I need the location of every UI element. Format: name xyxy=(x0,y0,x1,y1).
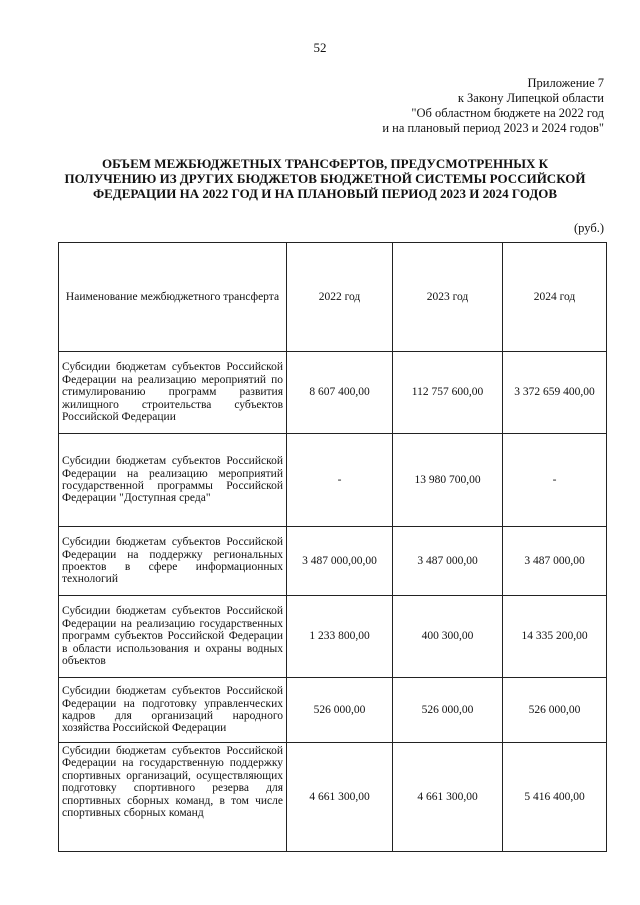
table-row xyxy=(59,527,607,596)
row-2024: 5 416 400,00 xyxy=(503,743,607,852)
row-name: Субсидии бюджетам субъектов Российской Федерации на поддержку региональных проектов в сфере информационных технологий xyxy=(59,527,287,596)
table-row xyxy=(59,743,607,852)
row-2024: 14 335 200,00 xyxy=(503,596,607,678)
row-name: Субсидии бюджетам субъектов Российской Федерации на реализацию мероприятий государственной программы Российской Федерации "Доступная среда" xyxy=(59,434,287,527)
row-2022: 526 000,00 xyxy=(287,678,393,743)
row-2023: 400 300,00 xyxy=(393,596,503,678)
row-2023: 526 000,00 xyxy=(393,678,503,743)
row-2022: 4 661 300,00 xyxy=(287,743,393,852)
row-2024: - xyxy=(503,434,607,527)
appendix-line-2: к Закону Липецкой области xyxy=(457,91,604,105)
row-2023: 13 980 700,00 xyxy=(393,434,503,527)
header-name: Наименование межбюджетного трансферта xyxy=(59,243,287,352)
appendix-line-3: "Об областном бюджете на 2022 год xyxy=(411,106,604,120)
row-2023: 112 757 600,00 xyxy=(393,352,503,434)
row-2022: 3 487 000,00,00 xyxy=(287,527,393,596)
row-2024: 3 372 659 400,00 xyxy=(503,352,607,434)
row-2022: - xyxy=(287,434,393,527)
table-header-row xyxy=(59,243,607,352)
row-name: Субсидии бюджетам субъектов Российской Федерации на подготовку управленческих кадров для организаций народного хозяйства Российской Федерации xyxy=(59,678,287,743)
row-2023: 4 661 300,00 xyxy=(393,743,503,852)
row-name: Субсидии бюджетам субъектов Российской Федерации на реализацию государственных программ субъектов Российской Федерации в области использования и охраны водных объектов xyxy=(59,596,287,678)
table-row xyxy=(59,678,607,743)
header-2023: 2023 год xyxy=(393,243,503,352)
row-2022: 8 607 400,00 xyxy=(287,352,393,434)
transfers-table xyxy=(58,242,607,852)
appendix-line-4: и на плановый период 2023 и 2024 годов" xyxy=(382,121,604,135)
row-name: Субсидии бюджетам субъектов Российской Федерации на государственную поддержку спортивных организаций, осуществляющих подготовку спортивного резерва для спортивных сборных команд, в том числе спортивных сборных команд xyxy=(59,743,287,852)
appendix-line-1: Приложение 7 xyxy=(527,76,604,90)
row-2024: 526 000,00 xyxy=(503,678,607,743)
row-2024: 3 487 000,00 xyxy=(503,527,607,596)
page-number: 52 xyxy=(313,40,327,55)
appendix-reference xyxy=(284,76,604,136)
row-name: Субсидии бюджетам субъектов Российской Федерации на реализацию мероприятий по стимулированию программ развития жилищного строительства субъектов Российской Федерации xyxy=(59,352,287,434)
document-title: ОБЪЕМ МЕЖБЮДЖЕТНЫХ ТРАНСФЕРТОВ, ПРЕДУСМОТРЕННЫХ К ПОЛУЧЕНИЮ ИЗ ДРУГИХ БЮДЖЕТОВ БЮДЖЕТНОЙ СИСТЕМЫ РОССИЙСКОЙ ФЕДЕРАЦИИ НА 2022 ГОД И НА ПЛАНОВЫЙ ПЕРИОД 2023 И 2024 ГОДОВ xyxy=(64,156,586,201)
table-row xyxy=(59,352,607,434)
table-row xyxy=(59,596,607,678)
row-2023: 3 487 000,00 xyxy=(393,527,503,596)
table-row xyxy=(59,434,607,527)
currency-unit: (руб.) xyxy=(574,221,604,235)
header-2022: 2022 год xyxy=(287,243,393,352)
header-2024: 2024 год xyxy=(503,243,607,352)
row-2022: 1 233 800,00 xyxy=(287,596,393,678)
